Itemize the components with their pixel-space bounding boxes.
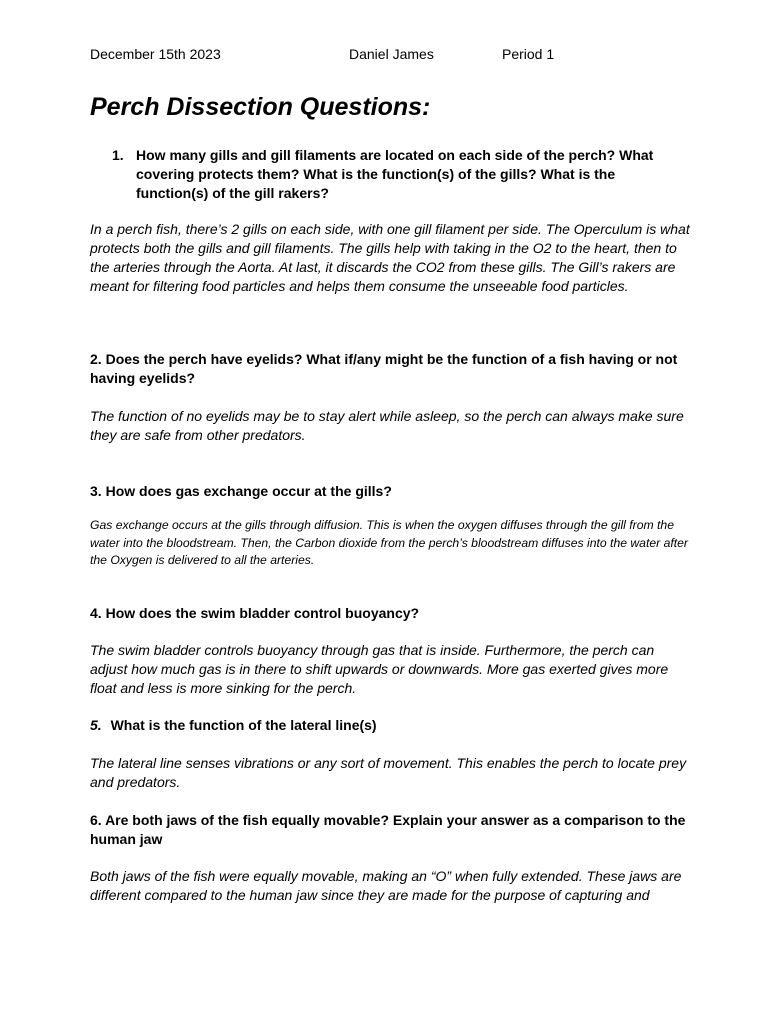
question-number: 1. — [112, 147, 124, 163]
header-period: Period 1 — [502, 46, 555, 62]
question-text: How does gas exchange occur at the gills? — [105, 483, 392, 499]
answer-2: The function of no eyelids may be to stay alert while asleep, so the perch can always make sure they are safe from other predators. — [90, 408, 684, 443]
answer-3: Gas exchange occurs at the gills through diffusion. This is when the oxygen diffuses through the gill from the water into the bloodstream. Then, the Carbon dioxide from the perch’s bloodstream diffuses into the water after the Oxygen is delivered to all the arteries. — [90, 518, 688, 567]
answer-6: Both jaws of the fish were equally movable, making an “O” when fully extended. These jaws are different compared to the human jaw since they are made for the purpose of capturing and — [90, 868, 682, 903]
answer-5: The lateral line senses vibrations or any sort of movement. This enables the perch to locate prey and predators. — [90, 755, 687, 790]
question-number: 3. — [90, 483, 102, 499]
answer-1: In a perch fish, there’s 2 gills on each side, with one gill filament per side. The Operculum is what protects both the gills and gill filaments. The gills help with taking in the O2 to the heart, then to the arteries through the Aorta. At last, it discards the CO2 from these gills. The Gill’s rakers are meant for filtering food particles and helps them consume the unseeable food particles. — [90, 221, 690, 294]
question-3 — [90, 482, 690, 501]
question-text: How many gills and gill filaments are located on each side of the perch? What covering protects them? What is the function(s) of the gills? What is the function(s) of the gill rakers? — [136, 147, 654, 201]
question-number: 2. — [90, 351, 102, 367]
answer-4: The swim bladder controls buoyancy through gas that is inside. Furthermore, the perch can adjust how much gas is in there to shift upwards or downwards. More gas exerted gives more float and less is more sinking for the perch. — [90, 642, 669, 696]
question-number: 5. — [90, 717, 102, 733]
header-date: December 15th 2023 — [90, 46, 221, 62]
question-4 — [90, 604, 690, 623]
question-text: What is the function of the lateral line(s) — [110, 717, 377, 733]
question-5 — [90, 716, 690, 735]
question-number: 6. — [90, 812, 102, 828]
question-6 — [90, 811, 690, 849]
question-2 — [90, 350, 690, 388]
question-1 — [112, 146, 668, 203]
question-text: Are both jaws of the fish equally movable? Explain your answer as a comparison to the human jaw — [90, 812, 686, 847]
page-title: Perch Dissection Questions: — [90, 93, 431, 121]
question-text: How does the swim bladder control buoyancy? — [105, 605, 420, 621]
question-number: 4. — [90, 605, 102, 621]
header-student-name: Daniel James — [349, 46, 434, 62]
question-text: Does the perch have eyelids? What if/any might be the function of a fish having or not having eyelids? — [90, 351, 678, 386]
